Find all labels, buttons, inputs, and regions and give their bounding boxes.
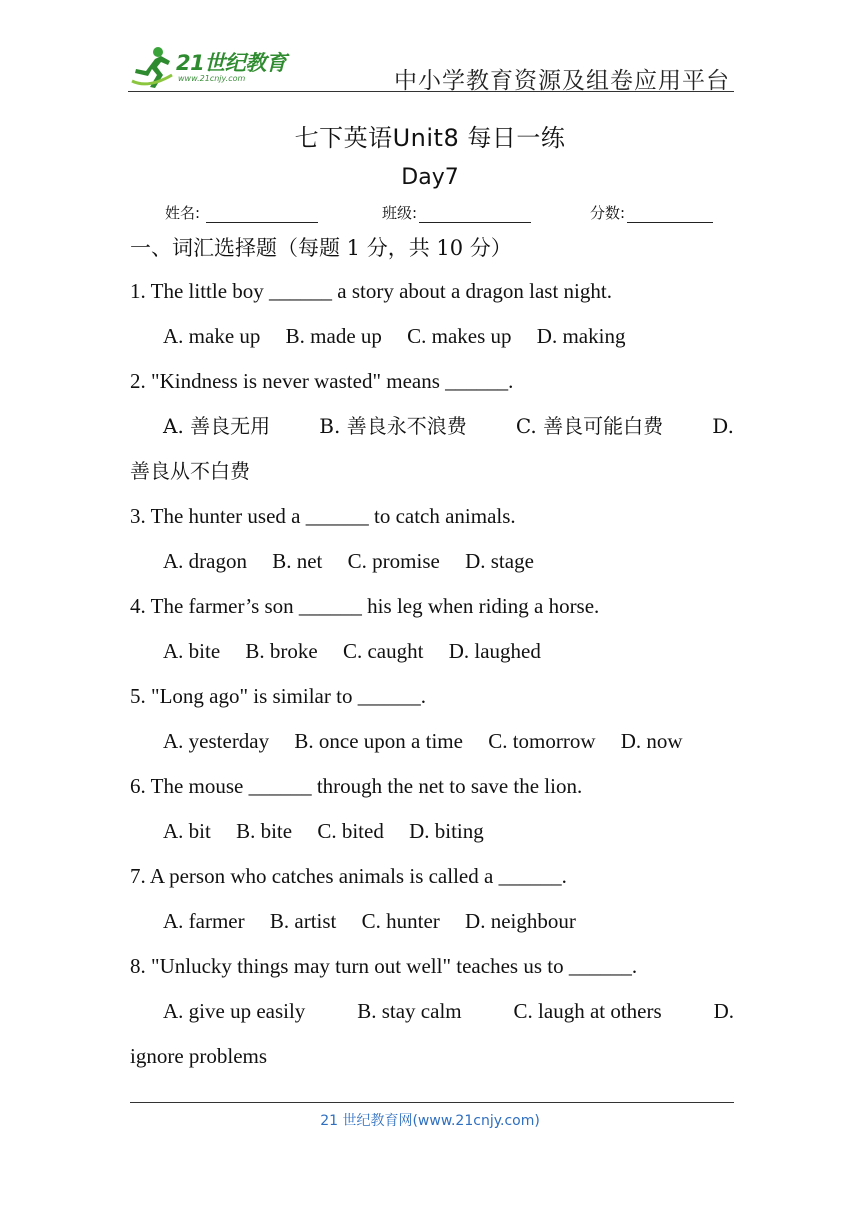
question-stem: 5. "Long ago" is similar to ______. bbox=[130, 684, 426, 708]
platform-title: 中小学教育资源及组卷应用平台 bbox=[394, 68, 730, 94]
class-field[interactable] bbox=[382, 202, 531, 223]
option[interactable]: D. stage bbox=[465, 549, 534, 573]
option[interactable]: D. now bbox=[620, 729, 683, 753]
option[interactable]: C. laugh at others bbox=[513, 999, 662, 1023]
option[interactable]: D. biting bbox=[409, 819, 484, 843]
option[interactable]: B. artist bbox=[269, 909, 337, 933]
question-options bbox=[163, 629, 561, 674]
option[interactable]: A. give up easily bbox=[163, 999, 306, 1023]
class-label: 班级: bbox=[382, 204, 418, 222]
question-options bbox=[163, 989, 734, 1034]
option[interactable]: B. net bbox=[272, 549, 323, 573]
question-stem: 3. The hunter used a ______ to catch animals. bbox=[130, 504, 516, 528]
logo-name: 21世纪教育 bbox=[176, 51, 287, 75]
option[interactable]: B. 善良永不浪费 bbox=[319, 414, 467, 438]
question-options bbox=[163, 899, 596, 944]
option[interactable]: D. neighbour bbox=[465, 909, 576, 933]
runner-logo-icon bbox=[128, 45, 174, 91]
question-stem: 1. The little boy ______ a story about a dragon last night. bbox=[130, 279, 612, 303]
page-title: 七下英语Unit8 每日一练 bbox=[294, 124, 566, 152]
question-options bbox=[163, 314, 645, 359]
logo bbox=[128, 44, 286, 92]
header-divider bbox=[128, 91, 734, 92]
name-label: 姓名: bbox=[165, 204, 201, 222]
option[interactable]: A. dragon bbox=[163, 549, 247, 573]
logo-url: www.21cnjy.com bbox=[178, 74, 246, 83]
question-stem: 7. A person who catches animals is called a ______. bbox=[130, 864, 567, 888]
option[interactable]: C. tomorrow bbox=[488, 729, 596, 753]
option[interactable]: B. stay calm bbox=[357, 999, 462, 1023]
name-blank[interactable] bbox=[206, 208, 318, 223]
option[interactable]: A. bite bbox=[163, 639, 221, 663]
option[interactable]: A. farmer bbox=[163, 909, 245, 933]
score-blank[interactable] bbox=[627, 208, 713, 223]
option[interactable]: A. yesterday bbox=[163, 729, 270, 753]
footer-link[interactable]: 21 世纪教育网(www.21cnjy.com) bbox=[320, 1113, 540, 1129]
question-stem: 6. The mouse ______ through the net to save the lion. bbox=[130, 774, 583, 798]
option[interactable]: C. promise bbox=[347, 549, 440, 573]
option[interactable]: A. bit bbox=[163, 819, 211, 843]
option[interactable]: D. bbox=[713, 999, 734, 1023]
section-heading: 一、词汇选择题（每题 1 分，共 10 分） bbox=[130, 236, 512, 260]
question-options bbox=[163, 539, 554, 584]
option[interactable]: C. hunter bbox=[361, 909, 440, 933]
option[interactable]: D. making bbox=[536, 324, 626, 348]
option[interactable]: C. 善良可能白费 bbox=[515, 414, 664, 438]
option[interactable]: B. made up bbox=[285, 324, 382, 348]
page-subtitle: Day7 bbox=[401, 165, 459, 190]
question-stem: 4. The farmer’s son ______ his leg when riding a horse. bbox=[130, 594, 600, 618]
option[interactable]: B. broke bbox=[245, 639, 318, 663]
option[interactable]: B. once upon a time bbox=[294, 729, 463, 753]
question-options bbox=[163, 719, 703, 764]
question-stem: 2. "Kindness is never wasted" means ______. bbox=[130, 369, 514, 393]
option[interactable]: C. caught bbox=[342, 639, 424, 663]
option[interactable]: D. bbox=[712, 414, 734, 438]
score-label: 分数: bbox=[590, 204, 626, 222]
question-options bbox=[163, 809, 504, 854]
option[interactable]: C. bited bbox=[317, 819, 384, 843]
page-header bbox=[128, 44, 734, 94]
option[interactable]: C. makes up bbox=[407, 324, 512, 348]
option-continuation[interactable]: ignore problems bbox=[130, 1044, 268, 1068]
score-field[interactable] bbox=[590, 202, 713, 223]
option[interactable]: A. 善良无用 bbox=[163, 414, 271, 438]
option[interactable]: A. make up bbox=[163, 324, 261, 348]
question-options bbox=[163, 404, 734, 449]
name-field[interactable] bbox=[165, 202, 318, 223]
option-continuation[interactable]: 善良从不白费 bbox=[130, 459, 250, 483]
question-stem: 8. "Unlucky things may turn out well" teaches us to ______. bbox=[130, 954, 638, 978]
class-blank[interactable] bbox=[419, 208, 531, 223]
option[interactable]: D. laughed bbox=[448, 639, 541, 663]
footer-divider bbox=[130, 1102, 734, 1103]
option[interactable]: B. bite bbox=[236, 819, 293, 843]
